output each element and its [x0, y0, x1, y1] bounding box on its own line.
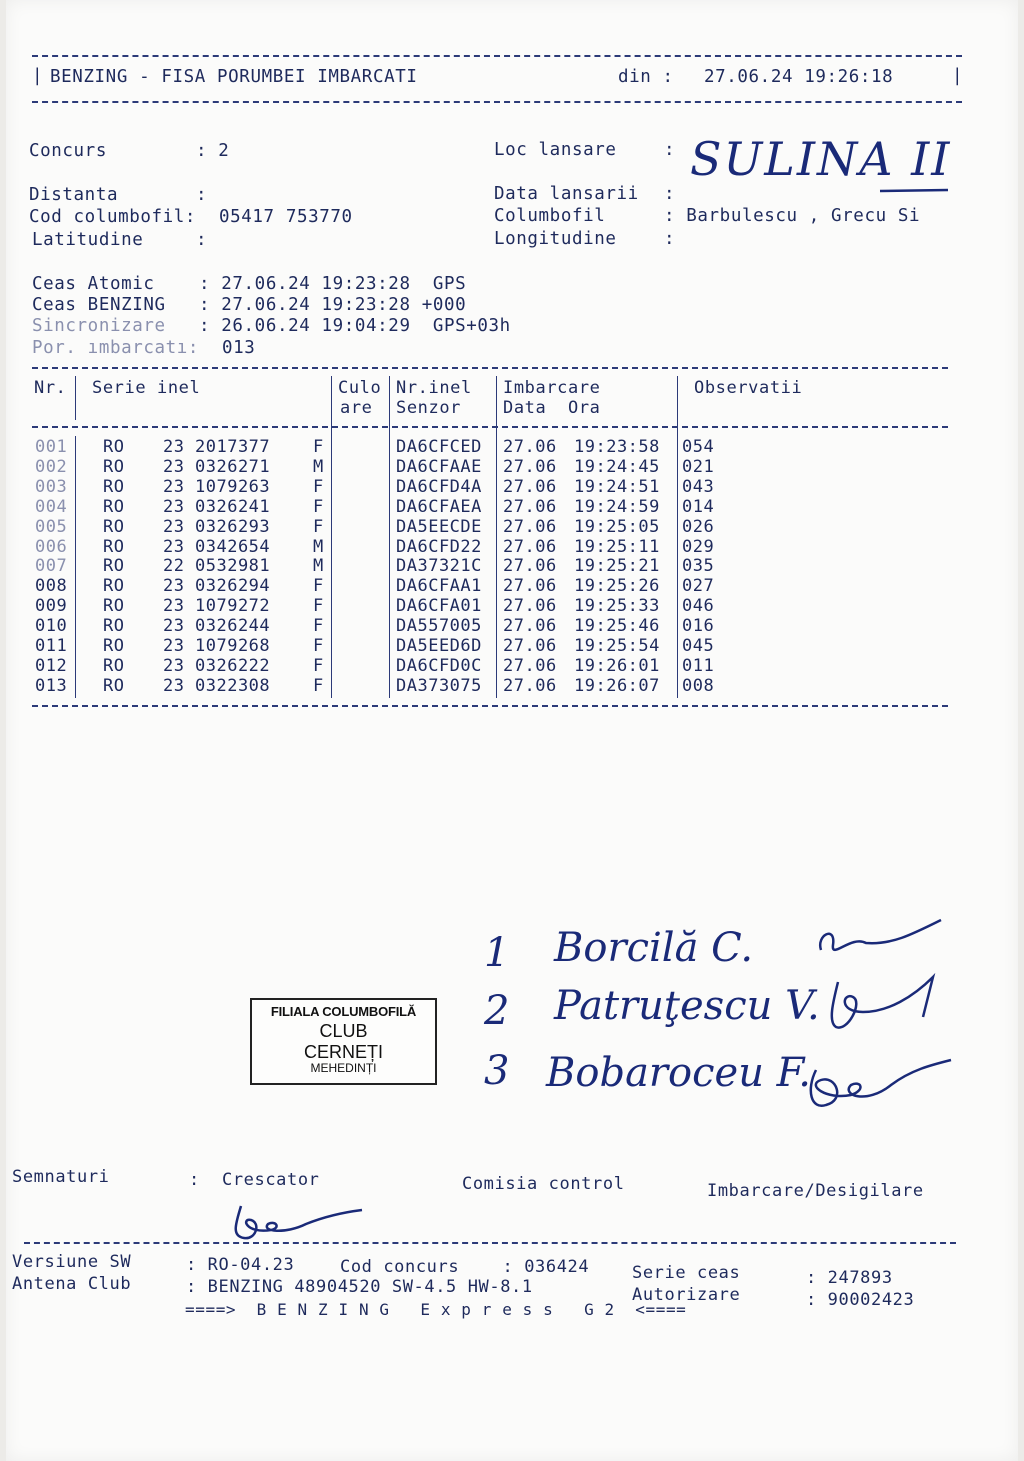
row-sensor-id: DA557005 — [396, 616, 482, 637]
row-country: RO — [103, 556, 125, 577]
row-country: RO — [103, 437, 125, 457]
table-row — [6, 556, 1018, 576]
versiune-sw-label: Versiune SW — [12, 1252, 132, 1272]
row-sensor-id: DA6CFD0C — [396, 655, 482, 676]
serie-ceas-label: Serie ceas — [632, 1263, 741, 1283]
commission-1-signature — [811, 915, 951, 965]
row-sensor-id: DA37321C — [396, 556, 482, 577]
row-time: 19:24:45 — [574, 456, 660, 477]
row-time: 19:25:46 — [574, 616, 660, 637]
row-year: 23 — [163, 616, 185, 637]
stamp-line-cerneti: CERNEȚI — [303, 1042, 383, 1062]
loc-lansare-handwritten: SULINA II — [690, 132, 952, 186]
row-date: 27.06 — [503, 596, 557, 617]
commission-3-name: Bobaroceu F. — [546, 1050, 811, 1096]
row-sensor-id: DA5EECDE — [396, 516, 482, 537]
row-sex: F — [313, 655, 324, 676]
row-time: 19:25:33 — [574, 596, 660, 617]
table-header-rule — [32, 426, 948, 428]
loc-underline-stroke — [690, 188, 950, 198]
col-nr-header: Nr. — [34, 378, 67, 398]
row-nr: 010 — [35, 616, 68, 637]
header-top-rule — [32, 55, 962, 57]
row-date: 27.06 — [503, 496, 557, 517]
table-row — [6, 656, 1018, 676]
row-date: 27.06 — [503, 655, 557, 676]
commission-1-name: Borcilă C. — [554, 925, 754, 971]
row-code: 014 — [682, 496, 715, 517]
semnaturi-label: Semnaturi — [12, 1167, 110, 1187]
row-country: RO — [103, 496, 125, 517]
table-row — [6, 457, 1018, 477]
sincronizare-value: : 26.06.24 19:04:29 GPS+03h — [199, 316, 511, 336]
row-ring-series: 0326241 — [195, 496, 271, 517]
row-time: 19:24:59 — [574, 496, 660, 517]
row-time: 19:23:58 — [574, 437, 660, 457]
row-ring-series: 0326222 — [195, 655, 271, 676]
row-sensor-id: DA6CFA01 — [396, 596, 482, 617]
row-nr: 012 — [35, 655, 68, 676]
row-country: RO — [103, 675, 125, 696]
row-time: 19:25:26 — [574, 576, 660, 597]
row-sex: F — [313, 476, 324, 497]
row-sex: F — [313, 437, 324, 457]
row-country: RO — [103, 476, 125, 497]
row-sex: F — [313, 516, 324, 537]
row-time: 19:25:54 — [574, 636, 660, 656]
row-sex: F — [313, 596, 324, 617]
row-sensor-id: DA5EED6D — [396, 636, 482, 656]
row-sex: F — [313, 675, 324, 696]
row-time: 19:25:11 — [574, 536, 660, 557]
row-year: 23 — [163, 456, 185, 477]
table-row — [6, 477, 1018, 497]
header-din-label: din : — [618, 67, 674, 87]
row-code: 027 — [682, 576, 715, 597]
row-country: RO — [103, 616, 125, 637]
commission-2-signature — [818, 972, 948, 1042]
row-code: 021 — [682, 456, 715, 477]
row-nr: 013 — [35, 675, 68, 696]
table-bottom-rule — [32, 705, 948, 707]
col-observatii-header: Observatii — [694, 378, 803, 398]
row-year: 22 — [163, 556, 185, 577]
row-sensor-id: DA6CFAA1 — [396, 576, 482, 597]
row-sex: M — [313, 556, 324, 577]
header-right-bar: | — [952, 66, 964, 86]
loc-lansare-label: Loc lansare — [494, 140, 617, 160]
header-bottom-rule — [32, 101, 962, 103]
latitudine-value: : — [196, 230, 208, 250]
row-country: RO — [103, 576, 125, 597]
row-nr: 006 — [35, 536, 68, 557]
row-year: 23 — [163, 675, 185, 696]
row-sensor-id: DA373075 — [396, 675, 482, 696]
row-ring-series: 1079268 — [195, 636, 271, 656]
row-date: 27.06 — [503, 456, 557, 477]
commission-1-number: 1 — [484, 930, 510, 976]
row-nr: 002 — [35, 456, 68, 477]
columbofil-value: : Barbulescu , Grecu Si — [664, 206, 921, 226]
crescator-signature — [216, 1198, 366, 1246]
row-code: 035 — [682, 556, 715, 577]
col-culoare-header-1: Culo — [338, 378, 382, 398]
row-code: 043 — [682, 476, 715, 497]
crescator-label: Crescator — [222, 1170, 320, 1190]
row-year: 23 — [163, 655, 185, 676]
row-country: RO — [103, 636, 125, 656]
row-sensor-id: DA6CFD22 — [396, 536, 482, 557]
row-sex: F — [313, 496, 324, 517]
semnaturi-colon: : — [189, 1170, 200, 1190]
row-date: 27.06 — [503, 516, 557, 537]
row-time: 19:26:07 — [574, 675, 660, 696]
row-code: 011 — [682, 655, 715, 676]
row-code: 008 — [682, 675, 715, 696]
row-date: 27.06 — [503, 636, 557, 656]
row-date: 27.06 — [503, 536, 557, 557]
col-sep-nr-header — [75, 376, 76, 420]
row-code: 026 — [682, 516, 715, 537]
distanta-value: : — [196, 185, 208, 205]
serie-ceas-value: : 247893 — [806, 1268, 893, 1288]
row-country: RO — [103, 536, 125, 557]
row-sex: F — [313, 636, 324, 656]
cod-columbofil-label: Cod columbofil: — [29, 207, 197, 227]
row-country: RO — [103, 596, 125, 617]
row-code: 016 — [682, 616, 715, 637]
row-nr: 003 — [35, 476, 68, 497]
row-nr: 005 — [35, 516, 68, 537]
row-sensor-id: DA6CFCED — [396, 437, 482, 457]
row-ring-series: 0326244 — [195, 616, 271, 637]
stamp-line-club: CLUB — [319, 1021, 368, 1041]
row-sex: F — [313, 576, 324, 597]
table-row — [6, 537, 1018, 557]
antena-club-label: Antena Club — [12, 1274, 132, 1294]
longitudine-value: : — [664, 229, 676, 249]
table-row — [6, 616, 1018, 636]
row-code: 045 — [682, 636, 715, 656]
header-left-bar: | — [32, 66, 44, 86]
cod-columbofil-value: 05417 753770 — [219, 207, 353, 227]
row-nr: 007 — [35, 556, 68, 577]
commission-3-number: 3 — [484, 1048, 510, 1094]
row-nr: 008 — [35, 576, 68, 597]
row-time: 19:25:05 — [574, 516, 660, 537]
row-code: 046 — [682, 596, 715, 617]
row-year: 23 — [163, 596, 185, 617]
row-ring-series: 1079263 — [195, 476, 271, 497]
ceas-atomic-label: Ceas Atomic — [32, 274, 155, 294]
row-ring-series: 0326271 — [195, 456, 271, 477]
row-time: 19:26:01 — [574, 655, 660, 676]
row-time: 19:24:51 — [574, 476, 660, 497]
autorizare-value: : 90002423 — [806, 1290, 915, 1310]
row-ring-series: 0326294 — [195, 576, 271, 597]
row-ring-series: 2017377 — [195, 437, 271, 457]
col-nrinel-header-1: Nr.inel — [396, 378, 472, 398]
row-ring-series: 1079272 — [195, 596, 271, 617]
row-nr: 001 — [35, 437, 68, 457]
table-top-rule — [32, 367, 948, 369]
longitudine-label: Longitudine — [494, 229, 617, 249]
row-ring-series: 0532981 — [195, 556, 271, 577]
row-date: 27.06 — [503, 437, 557, 457]
loc-lansare-colon: : — [664, 140, 676, 160]
row-code: 029 — [682, 536, 715, 557]
row-date: 27.06 — [503, 675, 557, 696]
data-lansarii-label: Data lansarii — [494, 184, 639, 204]
concurs-label: Concurs — [29, 141, 107, 161]
row-ring-series: 0342654 — [195, 536, 271, 557]
antena-club-value: : BENZING 48904520 SW-4.5 HW-8.1 — [186, 1277, 533, 1297]
row-nr: 009 — [35, 596, 68, 617]
commission-2-name: Patruţescu V. — [554, 983, 820, 1029]
sincronizare-label: Sincronizare — [32, 316, 166, 336]
row-date: 27.06 — [503, 556, 557, 577]
row-sensor-id: DA6CFAEA — [396, 496, 482, 517]
row-sensor-id: DA6CFD4A — [396, 476, 482, 497]
ceas-atomic-value: : 27.06.24 19:23:28 GPS — [199, 274, 467, 294]
row-nr: 004 — [35, 496, 68, 517]
porumbei-imbarcati-label: Por. ımbarcatı: — [32, 338, 200, 358]
stamp-line-filiala: FILIALA COLUMBOFILĂ — [270, 1004, 417, 1019]
table-row — [6, 636, 1018, 656]
comisia-control-label: Comisia control — [462, 1174, 625, 1194]
document-title: BENZING - FISA PORUMBEI IMBARCATI — [50, 67, 418, 87]
row-sex: M — [313, 536, 324, 557]
autorizare-label: Autorizare — [632, 1285, 741, 1305]
porumbei-imbarcati-value: 013 — [222, 338, 256, 358]
row-time: 19:25:21 — [574, 556, 660, 577]
commission-3-signature — [796, 1050, 956, 1120]
table-row — [6, 437, 1018, 457]
col-imbarcare-header-1: Imbarcare — [503, 378, 601, 398]
row-year: 23 — [163, 576, 185, 597]
distanta-label: Distanta — [29, 185, 119, 205]
pigeon-boarding-sheet — [6, 0, 1018, 1461]
row-date: 27.06 — [503, 476, 557, 497]
imbarcare-desigilare-label: Imbarcare/Desigilare — [707, 1181, 924, 1201]
row-year: 23 — [163, 636, 185, 656]
club-stamp — [250, 998, 437, 1085]
col-serie-header: Serie inel — [92, 378, 201, 398]
table-row — [6, 497, 1018, 517]
col-imbarcare-header-2: Data Ora — [503, 398, 601, 418]
row-year: 23 — [163, 536, 185, 557]
col-culoare-header-2: are — [340, 398, 373, 418]
concurs-value: : 2 — [196, 141, 230, 161]
row-year: 23 — [163, 496, 185, 517]
col-nrinel-header-2: Senzor — [396, 398, 462, 418]
row-date: 27.06 — [503, 616, 557, 637]
commission-2-number: 2 — [484, 988, 510, 1034]
benzing-express-banner: ====> B E N Z I N G E x p r e s s G 2 <==== — [185, 1300, 687, 1319]
ceas-benzing-value: : 27.06.24 19:23:28 +000 — [199, 295, 467, 315]
row-date: 27.06 — [503, 576, 557, 597]
versiune-sw-value: : RO-04.23 — [186, 1255, 295, 1275]
row-nr: 011 — [35, 636, 68, 656]
row-code: 054 — [682, 437, 715, 457]
row-country: RO — [103, 456, 125, 477]
row-ring-series: 0326293 — [195, 516, 271, 537]
columbofil-label: Columbofil — [494, 206, 606, 226]
table-row — [6, 576, 1018, 596]
latitudine-label: Latitudine — [32, 230, 144, 250]
row-country: RO — [103, 655, 125, 676]
ceas-benzing-label: Ceas BENZING — [32, 295, 166, 315]
row-country: RO — [103, 516, 125, 537]
header-datetime: 27.06.24 19:26:18 — [704, 67, 894, 87]
row-sex: M — [313, 456, 324, 477]
stamp-line-mehedinti: MEHEDINȚI — [310, 1061, 377, 1075]
row-year: 23 — [163, 516, 185, 537]
row-ring-series: 0322308 — [195, 675, 271, 696]
row-year: 23 — [163, 476, 185, 497]
table-row — [6, 596, 1018, 616]
data-lansarii-value: : — [664, 184, 676, 204]
row-sensor-id: DA6CFAAE — [396, 456, 482, 477]
cod-concurs: Cod concurs : 036424 — [340, 1257, 590, 1277]
footer-top-rule — [24, 1242, 956, 1244]
table-row — [6, 676, 1018, 696]
row-year: 23 — [163, 437, 185, 457]
row-sex: F — [313, 616, 324, 637]
table-row — [6, 517, 1018, 537]
